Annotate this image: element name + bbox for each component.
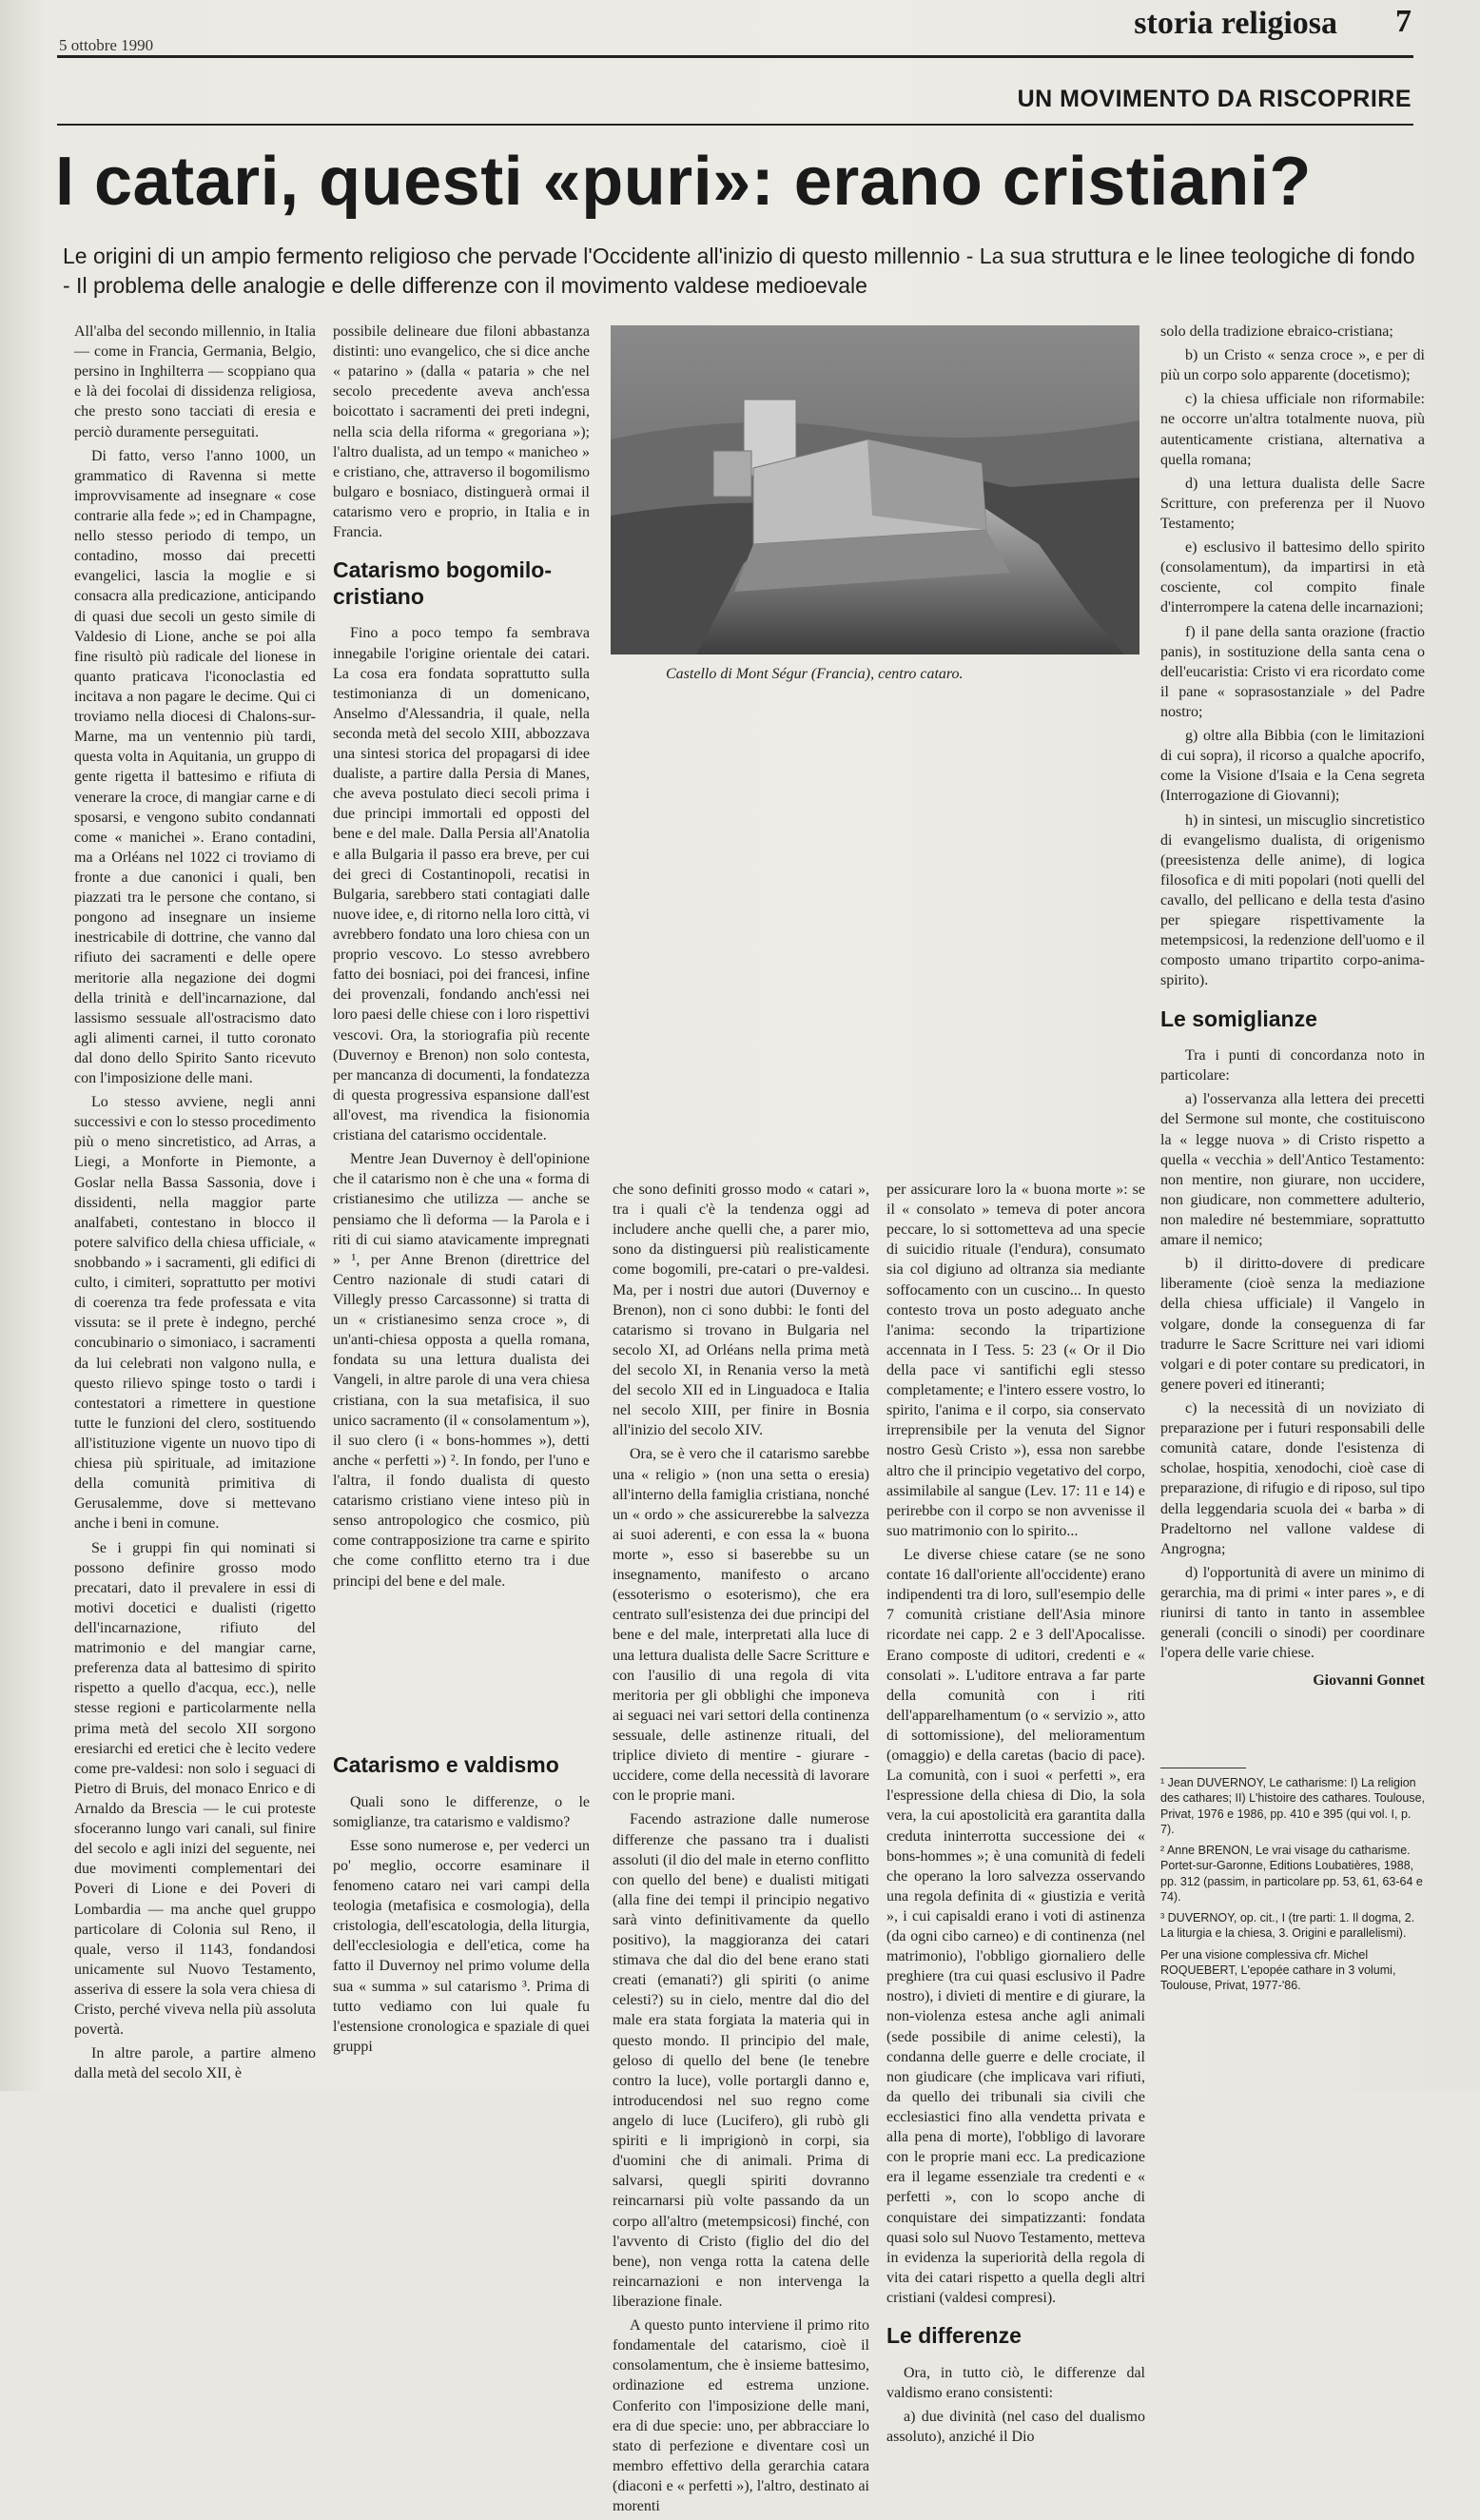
- paragraph: All'alba del secondo millennio, in Italia — come in Francia, Germania, Belgio, persino in Inghilterra — scoppiano qua e là dei focolai di dissidenza religiosa, che presto sono tacciati di eresia e perciò duramente perseguitati.: [74, 323, 316, 440]
- list-item: f) il pane della santa orazione (fractio panis), in sostituzione della santa cena o dell'eucaristia: Cristo vi era ricordato come il pane « soprasostanziale » del Padre nostro;: [1160, 623, 1425, 720]
- list-item: e) esclusivo il battesimo dello spirito (consolamentum), da impartirsi in età cosciente, col compito finale d'interrompere la catena delle incarnazioni;: [1160, 539, 1425, 616]
- list-item: solo della tradizione ebraico-cristiana;: [1160, 323, 1393, 340]
- paragraph: Se i gruppi fin qui nominati si possono definire grosso modo precatari, dato il prevalere in essi di motivi docetici e dualisti (rigetto dell'incarnazione, rifiuto del matrimonio e del mangiar carne, preferenza data al battesimo di spirito rispetto a quello d'acqua, ecc.), nelle stesse regioni e particolarmente nella prima metà del secolo XII sorgono eresiarchi ed eretici che è lecito vedere come pre-valdesi: non solo i seguaci di Pietro di Bruis, del monaco Enrico e di Arnaldo da Brescia — le cui proteste sfoceranno lungo vari canali, sul finire del secolo e agli inizi del seguente, nei due movimenti complementari dei Poveri di Lione e dei Poveri di Lombardia — ma anche quel gruppo particolare di Colonia sul Reno, il quale, verso il 1143, fondandosi unicamente sul Nuovo Testamento, asseriva di essere la sola vera chiesa di Cristo, perché viveva nella più assoluta povertà.: [74, 1539, 316, 2039]
- list-item: c) la chiesa ufficiale non riformabile: ne occorre un'altra totalmente nuova, più autenticamente cristiana, alternativa a quella romana;: [1160, 391, 1425, 468]
- list-item: a) l'osservanza alla lettera dei precetti del Sermone sul monte, che costituiscono la « legge nuova » di Cristo rispetto a quella « vecchia » dell'Antico Testamento: non mentire, non giurare, non uccidere, non giudicare, non commettere adulterio, non maledire né bestemmiare, soprattutto amare il nemico;: [1160, 1091, 1425, 1249]
- paragraph: Di fatto, verso l'anno 1000, un grammatico di Ravenna si mette improvvisamente ad insegnare « cose contrarie alla fede »; ed in Champagne, nello stesso periodo di tempo, un contadino, mosso dai precetti evangelici, lascia la moglie e si consacra alla predicazione, anticipando di quasi due secoli un gesto simile di Valdesio di Lione, anche se poi alla fine risultò più radicale del lionese in quanto praticava l'iconoclastia ed incitava a non pagare le decime. Qui ci troviamo nella diocesi di Chalons-sur-Marne, ma un ventennio più tardi, questa volta in Aquitania, un gruppo di gente rigetta il battesimo e rifiuta di venerare la croce, di mangiar carne e di sposarsi, e vengono subito condannati come « manichei ». Erano contadini, ma a Orléans nel 1022 ci troviamo di fronte a due canonici i quali, ben piazzati tra le persone che contano, si pongono ad insegnare un insieme inestricabile di dottrine, che vanno dal rifiuto dei sacramenti e delle opere meritorie alla negazione dei dogmi della trinità e dell'incarnazione, dal lassismo sessuale all'ostracismo dato agli alimenti carnei, il tutto coronato dal dono dello Spirito Santo ricevuto con l'imposizione delle mani.: [74, 447, 316, 1087]
- header-rule: [57, 55, 1413, 58]
- paragraph: Tra i punti di concordanza noto in particolare:: [1160, 1047, 1425, 1084]
- paragraph: Ora, se è vero che il catarismo sarebbe una « religio » (non una setta o eresia) all'interno della famiglia cristiana, nonché un « ordo » che assicurerebbe la salvezza ai suoi aderenti, e con essa la « buona morte », esso si baserebbe su un insegnamento, manifesto o arcano (essoterismo o esoterismo), che era centrato sull'esistenza dei due principi del bene e del male, interpretati alla luce di una lettura dualista delle Sacre Scritture e con l'ausilio di una regola di vita meritoria per gli obblighi che imponeva ai seguaci nei vari settori della continenza sessuale, delle astinenze rituali, del triplice divieto di mentire - giurare - uccidere, come della necessità di lavorare con le proprie mani.: [613, 1446, 869, 1805]
- column-1: [74, 322, 316, 2088]
- column-4: [886, 1180, 1145, 2451]
- column-5: [1160, 322, 1425, 1690]
- castle-photo: [611, 325, 1139, 654]
- list-item: d) l'opportunità di avere un minimo di gerarchia, ma di primi « inter pares », e di riunirsi di tanto in tanto in assemblee generali (concili o sinodi) per coordinare l'opera delle varie chiese.: [1160, 1564, 1425, 1662]
- subheading-differenze: Le differenze: [886, 2323, 1022, 2349]
- footnotes: [1160, 1775, 1425, 1999]
- kicker: UN MOVIMENTO DA RISCOPRIRE: [1017, 86, 1412, 112]
- paragraph: Facendo astrazione dalle numerose differenze che passano tra i dualisti assoluti (il dio del male in eterno conflitto con quello del bene) e dualisti mitigati (alla fine dei tempi il principio negativo sarà vinto definitivamente da quello positivo), la maggioranza dei catari stimava che dal dio del bene erano stati creati (emanati?) gli spiriti (o anime celesti?) su in cielo, mentre dal dio del male era stata forgiata la materia qui in questo mondo. Il principio del male, geloso di quello del bene (le tenebre contro la luce), volle portargli danno e, introducendosi nel suo regno come angelo di luce (Lucifero), gli rubò gli spiriti e li imprigionò in corpi, sia d'uomini che di animali. Prima di salvarsi, quegli spiriti dovranno reincarnarsi più volte passando da un corpo all'altro (metempsicosi) finché, con l'avvento di Cristo (figlio del dio del bene), non venga rotta la catena delle reincarnazioni e non intervenga la liberazione finale.: [613, 1811, 869, 2311]
- list-item: g) oltre alla Bibbia (con le limitazioni di cui sopra), il ricorso a qualche apocrifo, come la Visione d'Isaia e la Cena segreta (Interrogazione di Giovanni);: [1160, 728, 1425, 805]
- author-signature: Giovanni Gonnet: [1313, 1672, 1425, 1690]
- list-item: c) la necessità di un noviziato di preparazione per i futuri responsabili delle comunità catare, donde l'esistenza di scholae, hospitia, xenodochi, cioè case di preparazione, di rifugio e di riposo, sul tipo della leggendaria scuola dei « barba » di Pradeltorno nel vallone valdese di Angrogna;: [1160, 1399, 1425, 1557]
- castle-illustration: [611, 325, 1139, 654]
- paragraph: Mentre Jean Duvernoy è dell'opinione che il catarismo non è che una « forma di cristianesimo che utilizza — anche se pensiamo che lì deforma — la Parola e i riti di cui siamo atavicamente impregnati » ¹, per Anne Brenon (direttrice del Centro nazionale di studi catari di Villegly presso Carcassonne) si tratta di un « cristianesimo senza croce », di un'anti-chiesa opposta a quella romana, fondata su una lettura dualista dei Vangeli, in altre parole di una vera chiesa cristiana, con la sua metafisica, il suo unico sacramento (il « consolamentum »), il suo clero (i « bons-hommes »), detti anche « perfetti ») ². In fondo, per l'uno e l'altra, il fondo dualista di questo catarismo cristiano viene inteso più in senso antropologico che cosmico, più come contrapposizione tra carne e spirito che come conflitto eterno tra i due principi del bene e del male.: [333, 1151, 590, 1590]
- footnote: ² Anne BRENON, Le vrai visage du catharisme. Portet-sur-Garonne, Editions Loubatières, 1988, pp. 312 (passim, in particolare pp. 53, 61, 63-64 e 74).: [1160, 1844, 1423, 1904]
- headline: I catari, questi «puri»: erano cristiani?: [55, 144, 1312, 220]
- list-item: h) in sintesi, un miscuglio sincretistico di evangelismo dualista, di origenismo (preesistenza delle anime), di logica filosofica e di miti popolari (noti quelli del cavallo, del pellicano e della testa d'asino per spiegare rispettivamente la metempsicosi, la redenzione dell'uomo e il composto umano tripartito corpo-anima-spirito).: [1160, 811, 1425, 989]
- paragraph: Le diverse chiese catare (se ne sono contate 16 dall'oriente all'occidente) erano indipendenti tra di loro, sull'esempio delle 7 comunità cristiane dell'Asia minore ricordate nei capp. 2 e 3 dell'Apocalisse. Erano composte di uditori, credenti e « consolati ». L'uditore entrava a far parte della comunità con i riti dell'apparelhamentum (o « servizio », atto di sottomissione), del melioramentum (omaggio) e della caretas (bacio di pace). La comunità, con i suoi « perfetti », era l'espressione della chiesa di Dio, la sola vera, la cui apostolicità era garantita dalla creduta ininterrotta successione dei « bons-hommes »; è una comunità di fedeli che operano la loro salvezza osservando una regola definita di « giustizia e verità », i cui capisaldi erano i voti di astinenza (da ogni cibo carneo) e di continenza (nel matrimonio), l'obbligo giornaliero delle preghiere (tra cui quasi esclusivo il Padre nostro), i divieti di mentire e di giurare, la non-violenza estesa anche agli animali (sede possibile di anime celesti), la condanna delle guerre e delle crociate, il non giudicare (che implicava vari rifiuti, da quello dei tribunali sia civili che ecclesiastici fino alla vendetta privata e alla pena di morte), l'obbligo di lavorare con le proprie mani ecc. La predicazione era il legame essenziale tra credenti e « perfetti », con lo scopo anche di conquistare dei simpatizzanti: fondata quasi solo sul Nuovo Testamento, metteva in evidenza la superiorità della regola di vita dei catari rispetto a quella degli altri cristiani (valdesi compresi).: [886, 1546, 1145, 2307]
- paragraph: che sono definiti grosso modo « catari », tra i quali c'è la tendenza oggi ad includere anche quelli che, a parer mio, sono da distinguersi più realisticamente come bogomili, pre-catari o pre-valdesi. Ma, per i nostri due autori (Duvernoy e Brenon), non ci sono dubbi: le fonti del catarismo si trovano in Bulgaria nel secolo XI, ad Orléans nella prima metà del secolo XI, in Renania verso la metà del secolo XII ed in Linguadoca e Italia nel secolo XIII, per finire in Bosnia all'inizio del secolo XIV.: [613, 1182, 869, 1439]
- paragraph: Quali sono le differenze, o le somiglianze, tra catarismo e valdismo?: [333, 1793, 590, 1830]
- column-2: [333, 322, 590, 1595]
- subheading-somiglianze: Le somiglianze: [1160, 1006, 1317, 1031]
- footnote: ¹ Jean DUVERNOY, Le catharisme: I) La religion des cathares; II) L'histoire des cathares. Toulouse, Privat, 1976 e 1986, pp. 410 e 395 (qui vol. I, p. 7).: [1160, 1776, 1426, 1836]
- paragraph: per assicurare loro la « buona morte »: se il « consolato » temeva di poter ancora peccare, lo si sottometteva ad una specie di suicidio rituale (l'endura), consumato sia col digiuno ad oltranza sia mediante soffocamento con un cuscino... In questo contesto trova un posto adeguato anche l'anima: secondo la tripartizione accennata in I Tess. 5: 23 (« Or il Dio della pace vi santifichi egli stesso completamente; e l'intero essere vostro, lo spirito, l'anima e il corpo, sia conservato irreprensibile per la venuta del Signor nostro Gesù Cristo »), essa non sarebbe altro che il principio vegetativo del corpo, assimilabile al sangue (Lev. 17: 11 e 14) e perirebbe con il corpo se non avvenisse il suo matrimonio con lo spirito...: [886, 1182, 1145, 1539]
- column-3: [613, 1180, 869, 2520]
- footnote: Per una visione complessiva cfr. Michel ROQUEBERT, L'epopée cathare in 3 volumi, Toulouse, Privat, 1977-'86.: [1160, 1947, 1396, 1992]
- subheading-catarismo-bogomilo: Catarismo bogomilo-cristiano: [333, 557, 553, 609]
- paragraph: A questo punto interviene il primo rito fondamentale del catarismo, cioè il consolamentum, che è insieme battesimo, ordinazione ed estrema unzione. Conferito con l'imposizione delle mani, era di due specie: uno, per abbracciare lo stato di perfezione e diventare così un membro effettivo della gerarchia catara (diaconi e « perfetti »), l'altro, destinato ai morenti: [613, 2317, 869, 2515]
- footnote: ³ DUVERNOY, op. cit., I (tre parti: 1. Il dogma, 2. La liturgia e la chiesa, 3. Origini e parallelismi).: [1160, 1911, 1415, 1941]
- paragraph: Ora, in tutto ciò, le differenze dal valdismo erano consistenti:: [886, 2364, 1145, 2401]
- paragraph: a) due divinità (nel caso del dualismo assoluto), anziché il Dio: [886, 2408, 1145, 2446]
- paragraph: In altre parole, a partire almeno dalla metà del secolo XII, è: [74, 2045, 316, 2082]
- issue-date: 5 ottobre 1990: [59, 36, 154, 54]
- list-item: b) il diritto-dovere di predicare liberamente (cioè senza la mediazione della chiesa ufficiale) il Vangelo in volgare, donde la conseguenza di far tradurre le Sacre Scritture nei vari idiomi volgari e di poter contare su predicatori, in genere poveri ed itineranti;: [1160, 1256, 1425, 1393]
- paragraph: Lo stesso avviene, negli anni successivi e con lo stesso procedimento più o meno sincretistico, ad Arras, a Liegi, a Monforte in Piemonte, a Goslar nella Bassa Sassonia, dove i dissidenti, nella maggior parte analfabeti, contestano in blocco il potere salvifico della chiesa ufficiale, « snobbando » i sacramenti, gli edifici di culto, i cimiteri, soprattutto per motivi di coerenza tra fede professata e vita vissuta: se il prete è indegno, perché concubinario o simoniaco, i sacramenti da lui celebrati non valgono nulla, e questo rilievo spinge tosto o tardi i contestatori a rimettere in questione tutte le funzioni del clero, sostituendo all'istituzione vigente un nuovo tipo di chiesa più spirituale, ad imitazione della comunità primitiva di Gerusalemme, dove si mettevano anche i beni in comune.: [74, 1094, 316, 1533]
- column-2-bottom: [333, 1737, 590, 2061]
- list-item: b) un Cristo « senza croce », e per di più un corpo solo apparente (docetismo);: [1160, 347, 1425, 384]
- paragraph: Esse sono numerose e, per vederci un po' meglio, occorre esaminare il fenomeno cataro nei vari campi della teologia (metafisica e cosmologia), della cristologia, dell'escatologia, della liturgia, dell'ecclesiologia e dell'etica, come ha fatto il Duvernoy nel primo volume della sua « summa » sul catarismo ³. Prima di tutto vediamo con lui quale fu l'estensione cronologica e spaziale di quei gruppi: [333, 1837, 590, 2055]
- section-title: storia religiosa: [1134, 6, 1337, 41]
- paragraph: Fino a poco tempo fa sembrava innegabile l'origine orientale dei catari. La cosa era fondata soprattutto sulla testimonianza di un domenicano, Anselmo d'Alessandria, il quale, nella seconda metà del secolo XIII, abbozzava una sintesi storica del propagarsi di idee dualiste, a partire dalla Persia di Manes, che aveva postulato dieci secoli prima i due principi immortali ed opposti del bene e del male. Dalla Persia all'Anatolia e alla Bulgaria il passo era breve, per cui dei greci di Costantinopoli, recatisi in Bulgaria, sarebbero stati contagiati dalle nuove idee, e, di ritorno nella loro città, vi avrebbero fondato una loro chiesa con un proprio vescovo. Lo stesso avrebbero fatto dei bosniaci, poi dei francesi, infine dei provenzali, fondando anch'essi nei loro paesi delle chiese con i loro rispettivi vescovi. Ora, la storiografia più recente (Duvernoy e Brenon) non solo contesta, per mancanza di documenti, la fondatezza di questa progressiva espansione dall'est all'ovest, ma rivendica la fisionomia cristiana del catarismo occidentale.: [333, 625, 590, 1144]
- page-number: 7: [1395, 4, 1412, 39]
- subheading-catarismo-valdismo: Catarismo e valdismo: [333, 1752, 559, 1777]
- kicker-rule: [57, 124, 1413, 126]
- photo-caption: Castello di Mont Ségur (Francia), centro cataro.: [666, 666, 964, 682]
- list-item: d) una lettura dualista delle Sacre Scritture, con preferenza per il Nuovo Testamento;: [1160, 475, 1425, 532]
- subheadline: Le origini di un ampio fermento religioso che pervade l'Occidente all'inizio di questo millennio - La sua struttura e le linee teologiche di fondo - Il problema delle analogie e delle differenze con il movimento valdese medioevale: [63, 244, 1415, 299]
- paragraph: possibile delineare due filoni abbastanza distinti: uno evangelico, che si dice anche « patarino » (dalla « pataria » che nel secolo precedente aveva anch'essa boicottato i sacramenti dei preti indegni, nella scia della riforma « gregoriana »); l'altro dualista, ad un tempo « manicheo » e cristiano, che, attraverso il bogomilismo bulgaro e bosniaco, distinguerà ormai il catarismo vero e proprio, in Italia e in Francia.: [333, 323, 590, 541]
